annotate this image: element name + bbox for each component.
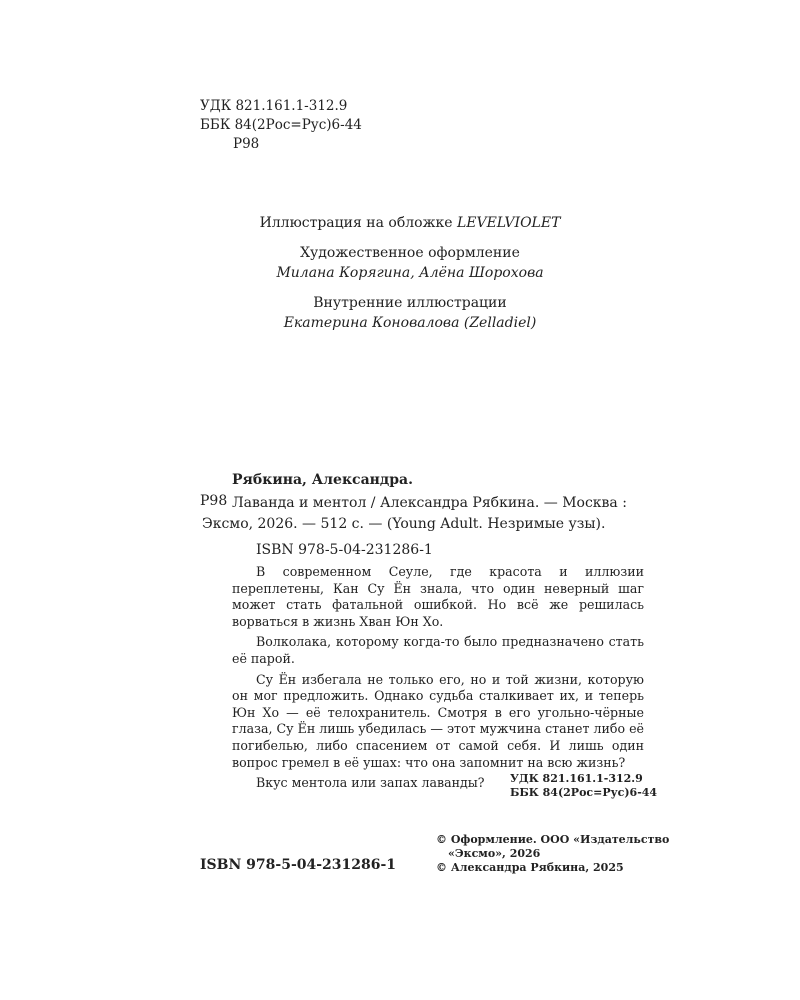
bib-line-1: Лаванда и ментол / Александра Рябкина. — Москва :: [232, 495, 627, 511]
annotation-paragraph-3: Су Ён избегала не только его, но и той жизни, которую он мог предложить. Однако судьба сталкивает их, и теперь Юн Хо — её телохранитель. Смотря в его угольно-чёрные глаза, Су Ён лишь убедилась — этот мужчина станет либо её погибелью, либо спасением от самой себя. И лишь один вопрос гремел в её ушах: что она запомнит на всю жизнь?: [232, 671, 644, 770]
copyright-design-2: «Эксмо», 2026: [448, 847, 541, 860]
inner-illustrations-label: Внутренние иллюстрации: [313, 295, 507, 311]
author-mark: Р98: [233, 136, 260, 152]
bib-author: Рябкина, Александра.: [232, 472, 413, 488]
design-credit: [200, 243, 620, 283]
bib-line-2: Эксмо, 2026. — 512 с. — (Young Adult. Незримые узы).: [202, 516, 606, 532]
udk-code: УДК 821.161.1-312.9: [200, 98, 348, 114]
bib-isbn: ISBN 978-5-04-231286-1: [256, 542, 433, 558]
cover-credit-label: Иллюстрация на обложке: [259, 215, 457, 231]
copyright-author: © Александра Рябкина, 2025: [436, 861, 624, 874]
footer-udk: УДК 821.161.1-312.9: [510, 772, 643, 785]
copyright-design-1: © Оформление. ООО «Издательство: [436, 833, 670, 846]
bbk-code: ББК 84(2Рос=Рус)6-44: [200, 117, 362, 133]
annotation-paragraph-1: В современном Сеуле, где красота и иллюзии переплетены, Кан Су Ён знала, что один неверный шаг может стать фатальной ошибкой. Но всё же решилась ворваться в жизнь Хван Юн Хо.: [232, 564, 644, 629]
annotation: [232, 564, 644, 796]
copyright-block: [436, 833, 669, 875]
annotation-paragraph-4: Вкус ментола или запах лаванды?: [256, 775, 485, 791]
cover-credit: [200, 213, 620, 233]
bib-code: Р98: [200, 493, 228, 509]
footer-isbn: ISBN 978-5-04-231286-1: [200, 857, 397, 873]
inner-illustrations-credit: [200, 293, 620, 333]
inner-illustrations-name: Екатерина Коновалова (Zelladiel): [283, 315, 537, 331]
footer-classification: [510, 772, 657, 800]
design-credit-label: Художественное оформление: [300, 245, 520, 261]
classification-block: [200, 97, 362, 154]
design-credit-names: Милана Корягина, Алёна Шорохова: [276, 265, 544, 281]
annotation-paragraph-2: Волколака, которому когда-то было предназначено стать её парой.: [232, 634, 644, 666]
cover-artist: LEVELVIOLET: [456, 215, 561, 231]
credits-block: [200, 213, 620, 343]
footer-bbk: ББК 84(2Рос=Рус)6-44: [510, 786, 658, 799]
